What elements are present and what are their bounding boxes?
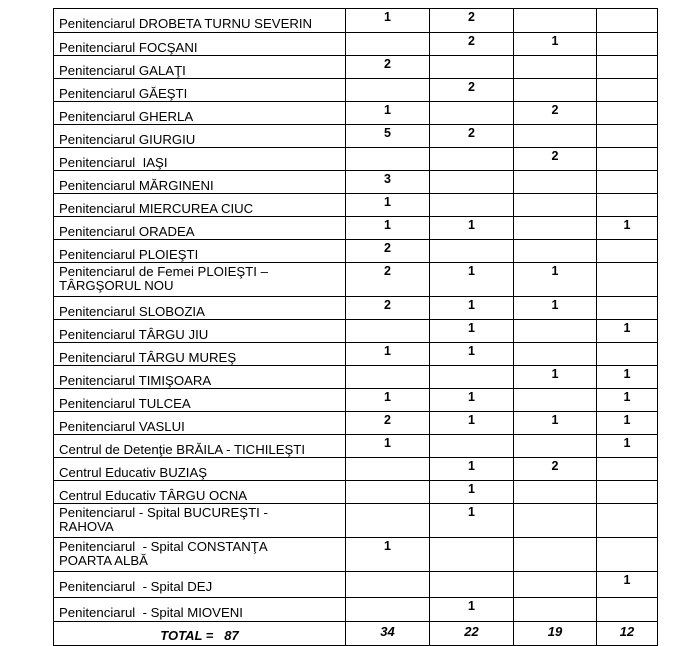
table-row xyxy=(54,125,658,148)
count-cell: 1 xyxy=(514,412,597,435)
total-value: 34 xyxy=(346,622,430,646)
count-cell xyxy=(597,33,658,56)
count-cell: 1 xyxy=(346,194,430,217)
count-cell xyxy=(514,9,597,33)
facility-name: Penitenciarul TULCEA xyxy=(54,389,346,412)
count-cell xyxy=(597,504,658,538)
count-cell xyxy=(514,343,597,366)
count-cell: 2 xyxy=(430,33,514,56)
table-row xyxy=(54,102,658,125)
count-cell xyxy=(514,389,597,412)
count-cell: 1 xyxy=(430,598,514,622)
count-cell xyxy=(430,148,514,171)
count-cell: 2 xyxy=(346,412,430,435)
count-cell xyxy=(514,194,597,217)
count-cell: 1 xyxy=(597,389,658,412)
table-row xyxy=(54,171,658,194)
facility-name: Penitenciarul - Spital MIOVENI xyxy=(54,598,346,622)
facility-name: Centrul Educativ TÂRGU OCNA xyxy=(54,481,346,504)
count-cell xyxy=(597,171,658,194)
facility-name: Penitenciarul GALAŢI xyxy=(54,56,346,79)
count-cell xyxy=(346,320,430,343)
total-value: 12 xyxy=(597,622,658,646)
count-cell: 2 xyxy=(346,56,430,79)
facility-name: Penitenciarul de Femei PLOIEŞTI – TÂRGŞORUL NOU xyxy=(54,263,346,297)
count-cell: 1 xyxy=(430,320,514,343)
table-row xyxy=(54,56,658,79)
count-cell xyxy=(514,217,597,240)
count-cell: 1 xyxy=(430,458,514,481)
table-row xyxy=(54,538,658,572)
count-cell xyxy=(346,33,430,56)
count-cell: 1 xyxy=(597,435,658,458)
count-cell xyxy=(514,240,597,263)
count-cell xyxy=(514,79,597,102)
count-cell xyxy=(597,598,658,622)
count-cell xyxy=(597,263,658,297)
count-cell xyxy=(346,598,430,622)
count-cell: 3 xyxy=(346,171,430,194)
count-cell: 2 xyxy=(430,9,514,33)
table-body xyxy=(54,9,658,646)
facility-name: Penitenciarul - Spital BUCUREŞTI - RAHOVA xyxy=(54,504,346,538)
facility-name: Penitenciarul MĂRGINENI xyxy=(54,171,346,194)
count-cell: 2 xyxy=(514,458,597,481)
count-cell xyxy=(597,125,658,148)
table-row xyxy=(54,435,658,458)
count-cell: 1 xyxy=(430,481,514,504)
table-row xyxy=(54,79,658,102)
facility-name: Penitenciarul GHERLA xyxy=(54,102,346,125)
count-cell xyxy=(346,572,430,598)
count-cell: 1 xyxy=(597,572,658,598)
facility-name: Penitenciarul TÂRGU MUREŞ xyxy=(54,343,346,366)
facility-name: Penitenciarul GĂEŞTI xyxy=(54,79,346,102)
count-cell xyxy=(430,240,514,263)
count-cell: 1 xyxy=(346,389,430,412)
facility-name: Penitenciarul VASLUI xyxy=(54,412,346,435)
count-cell: 1 xyxy=(430,297,514,320)
count-cell: 1 xyxy=(430,389,514,412)
facility-name: Penitenciarul - Spital DEJ xyxy=(54,572,346,598)
table-row xyxy=(54,194,658,217)
count-cell xyxy=(597,538,658,572)
total-value: 22 xyxy=(430,622,514,646)
table-row xyxy=(54,33,658,56)
facility-name: Penitenciarul PLOIEŞTI xyxy=(54,240,346,263)
count-cell: 1 xyxy=(597,217,658,240)
table-row xyxy=(54,343,658,366)
table-row xyxy=(54,263,658,297)
table-row xyxy=(54,504,658,538)
facility-name: Penitenciarul SLOBOZIA xyxy=(54,297,346,320)
count-cell: 1 xyxy=(430,217,514,240)
facility-name: Penitenciarul TIMIŞOARA xyxy=(54,366,346,389)
facility-name: Penitenciarul DROBETA TURNU SEVERIN xyxy=(54,9,346,33)
count-cell xyxy=(514,481,597,504)
table-row xyxy=(54,297,658,320)
table-row xyxy=(54,366,658,389)
count-cell xyxy=(430,435,514,458)
count-cell xyxy=(346,148,430,171)
facility-name: Centrul de Detenţie BRĂILA - TICHILEŞTI xyxy=(54,435,346,458)
count-cell xyxy=(430,366,514,389)
count-cell: 1 xyxy=(346,217,430,240)
facility-name: Penitenciarul ORADEA xyxy=(54,217,346,240)
count-cell: 2 xyxy=(346,263,430,297)
count-cell xyxy=(597,194,658,217)
table-row xyxy=(54,458,658,481)
count-cell: 1 xyxy=(597,412,658,435)
count-cell: 1 xyxy=(346,9,430,33)
count-cell xyxy=(514,572,597,598)
count-cell xyxy=(430,572,514,598)
count-cell xyxy=(597,148,658,171)
table-row xyxy=(54,598,658,622)
count-cell xyxy=(346,458,430,481)
count-cell: 1 xyxy=(514,297,597,320)
count-cell: 1 xyxy=(346,343,430,366)
count-cell xyxy=(346,481,430,504)
facility-name: Centrul Educativ BUZIAŞ xyxy=(54,458,346,481)
count-cell xyxy=(597,102,658,125)
count-cell xyxy=(597,9,658,33)
facility-name: Penitenciarul IAŞI xyxy=(54,148,346,171)
count-cell: 1 xyxy=(597,320,658,343)
count-cell xyxy=(430,171,514,194)
count-cell xyxy=(597,297,658,320)
count-cell xyxy=(597,56,658,79)
table-row xyxy=(54,9,658,33)
count-cell xyxy=(346,79,430,102)
table-row xyxy=(54,389,658,412)
count-cell xyxy=(346,504,430,538)
count-cell xyxy=(346,366,430,389)
table-row xyxy=(54,148,658,171)
count-cell: 1 xyxy=(346,538,430,572)
count-cell: 1 xyxy=(514,263,597,297)
count-cell: 2 xyxy=(346,297,430,320)
count-cell: 2 xyxy=(514,148,597,171)
count-cell xyxy=(514,435,597,458)
count-cell xyxy=(514,598,597,622)
count-cell: 1 xyxy=(430,263,514,297)
count-cell xyxy=(430,194,514,217)
statistics-table xyxy=(53,8,658,646)
count-cell: 1 xyxy=(514,33,597,56)
count-cell xyxy=(597,458,658,481)
table-row xyxy=(54,217,658,240)
facility-name: Penitenciarul - Spital CONSTANŢA POARTA ALBĂ xyxy=(54,538,346,572)
count-cell xyxy=(430,538,514,572)
count-cell xyxy=(597,240,658,263)
count-cell xyxy=(514,538,597,572)
count-cell: 2 xyxy=(430,125,514,148)
count-cell: 2 xyxy=(514,102,597,125)
count-cell xyxy=(514,320,597,343)
count-cell: 2 xyxy=(430,79,514,102)
count-cell: 1 xyxy=(430,412,514,435)
facility-name: Penitenciarul TÂRGU JIU xyxy=(54,320,346,343)
count-cell xyxy=(597,343,658,366)
table-row xyxy=(54,240,658,263)
count-cell xyxy=(514,171,597,194)
table-row xyxy=(54,481,658,504)
count-cell: 1 xyxy=(514,366,597,389)
table-row xyxy=(54,320,658,343)
count-cell xyxy=(430,102,514,125)
count-cell: 1 xyxy=(346,435,430,458)
count-cell: 1 xyxy=(346,102,430,125)
count-cell xyxy=(430,56,514,79)
total-row xyxy=(54,622,658,646)
total-label: TOTAL = 87 xyxy=(54,622,346,646)
count-cell xyxy=(514,56,597,79)
count-cell: 1 xyxy=(597,366,658,389)
count-cell: 5 xyxy=(346,125,430,148)
table-row xyxy=(54,412,658,435)
facility-name: Penitenciarul GIURGIU xyxy=(54,125,346,148)
total-value: 19 xyxy=(514,622,597,646)
count-cell xyxy=(597,79,658,102)
count-cell: 2 xyxy=(346,240,430,263)
count-cell xyxy=(514,125,597,148)
facility-name: Penitenciarul MIERCUREA CIUC xyxy=(54,194,346,217)
count-cell xyxy=(514,504,597,538)
facility-name: Penitenciarul FOCŞANI xyxy=(54,33,346,56)
count-cell: 1 xyxy=(430,504,514,538)
count-cell xyxy=(597,481,658,504)
table-row xyxy=(54,572,658,598)
count-cell: 1 xyxy=(430,343,514,366)
